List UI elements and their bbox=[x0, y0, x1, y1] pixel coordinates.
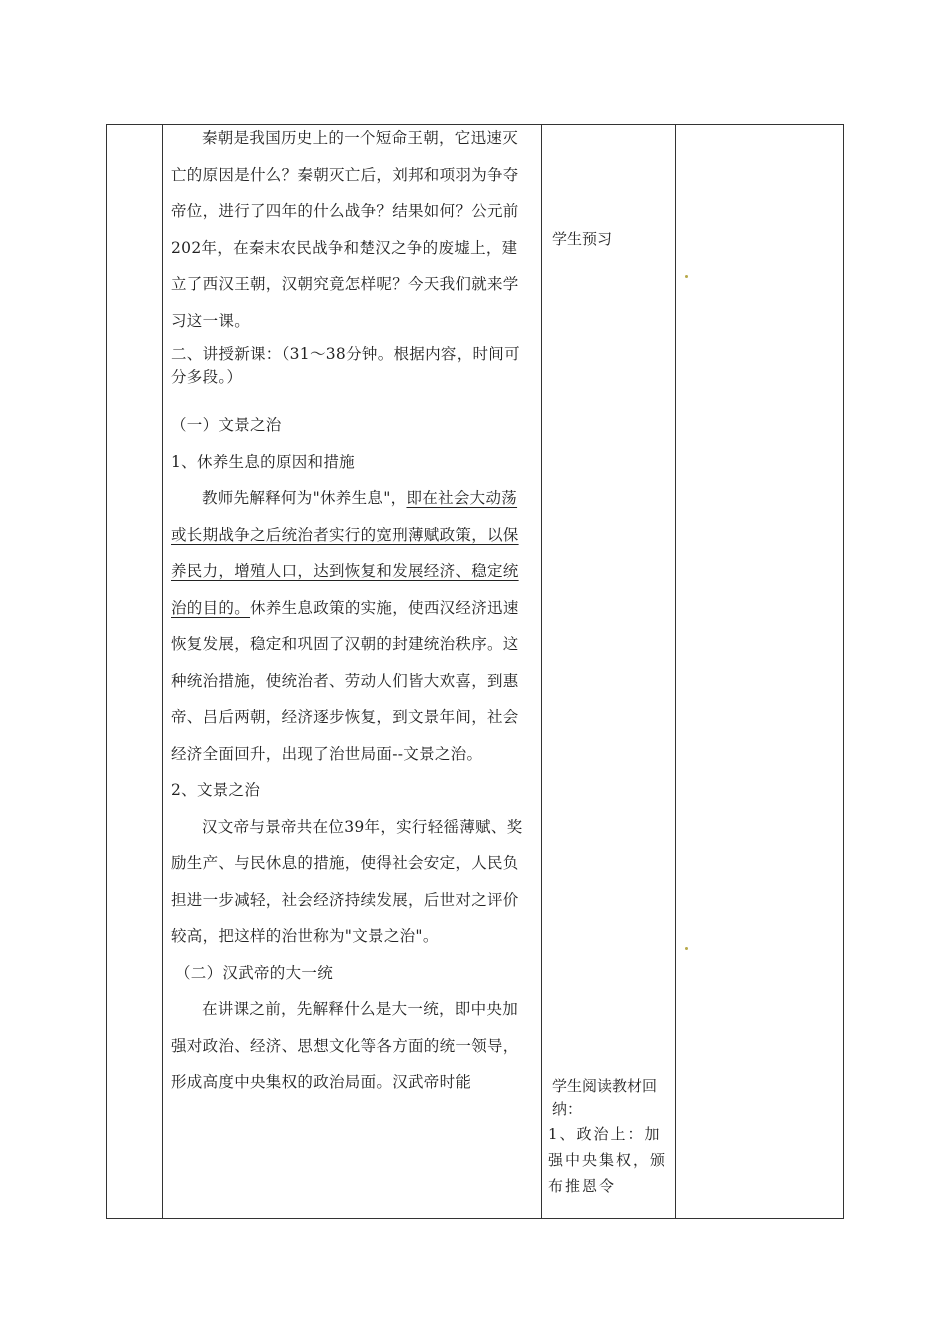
part-one-heading: （一）文景之治 bbox=[171, 416, 282, 434]
intro-paragraph: 秦朝是我国历史上的一个短命王朝，它迅速灭亡的原因是什么？秦朝灭亡后，刘邦和项羽为争夺帝位，进行了四年的什么战争？结果如何？公元前202年，在秦末农民战争和楚汉之争的废墟上，建立了西汉王朝，汉朝究竟怎样呢？今天我们就来学习这一课。 bbox=[171, 129, 519, 330]
rest-tail-text: 休养生息政策的实施，使西汉经济迅速恢复发展，稳定和巩固了汉朝的封建统治秩序。这种统治措施，使统治者、劳动人们皆大欢喜，到惠帝、吕后两朝，经济逐步恢复，到文景年间，社会经济全面回升，出现了治世局面--文景之治。 bbox=[171, 598, 519, 763]
wenjing-paragraph: 汉文帝与景帝共在位39年，实行轻徭薄赋、奖励生产、与民休息的措施，使得社会安定，人民负担进一步减轻，社会经济持续发展，后世对之评价较高，把这样的治世称为"文景之治"。 bbox=[171, 817, 523, 945]
item-two-heading: 2、文景之治 bbox=[171, 781, 261, 799]
part-two-heading: （二）汉武帝的大一统 bbox=[175, 963, 334, 982]
reading-line-2: 纳： bbox=[552, 1100, 583, 1118]
marker-dot bbox=[685, 275, 688, 278]
rest-definition-underlined: 即在社会大动荡或长期战争之后统治者实行的宽刑薄赋政策，以保养民力，增殖人口，达到恢复和发展经济、稳定统治的目的。 bbox=[171, 489, 519, 617]
marker-dot bbox=[685, 947, 688, 950]
lesson-table bbox=[106, 124, 844, 1219]
unification-paragraph: 在讲课之前，先解释什么是大一统，即中央加强对政治、经济、思想文化等各方面的统一领导，形成高度中央集权的政治局面。汉武帝时能 bbox=[171, 1000, 519, 1091]
rest-lead-text: 教师先解释何为"休养生息"， bbox=[202, 489, 407, 507]
section-two-heading: 二、讲授新课：（31～38分钟。根据内容，时间可分多段。） bbox=[171, 345, 520, 386]
student-reading-notes bbox=[548, 1075, 670, 1199]
reading-line-3: 1、政治上：加强中央集权，颁布推恩令 bbox=[548, 1125, 668, 1195]
student-preview-label: 学生预习 bbox=[552, 230, 613, 248]
student-activity-cell bbox=[542, 125, 675, 1218]
rest-recuperate-paragraph bbox=[171, 480, 527, 772]
reading-line-1: 学生阅读教材回 bbox=[552, 1077, 658, 1095]
column-divider-3 bbox=[675, 125, 676, 1218]
teaching-content-cell bbox=[163, 125, 535, 1218]
item-one-heading: 1、休养生息的原因和措施 bbox=[171, 452, 355, 471]
